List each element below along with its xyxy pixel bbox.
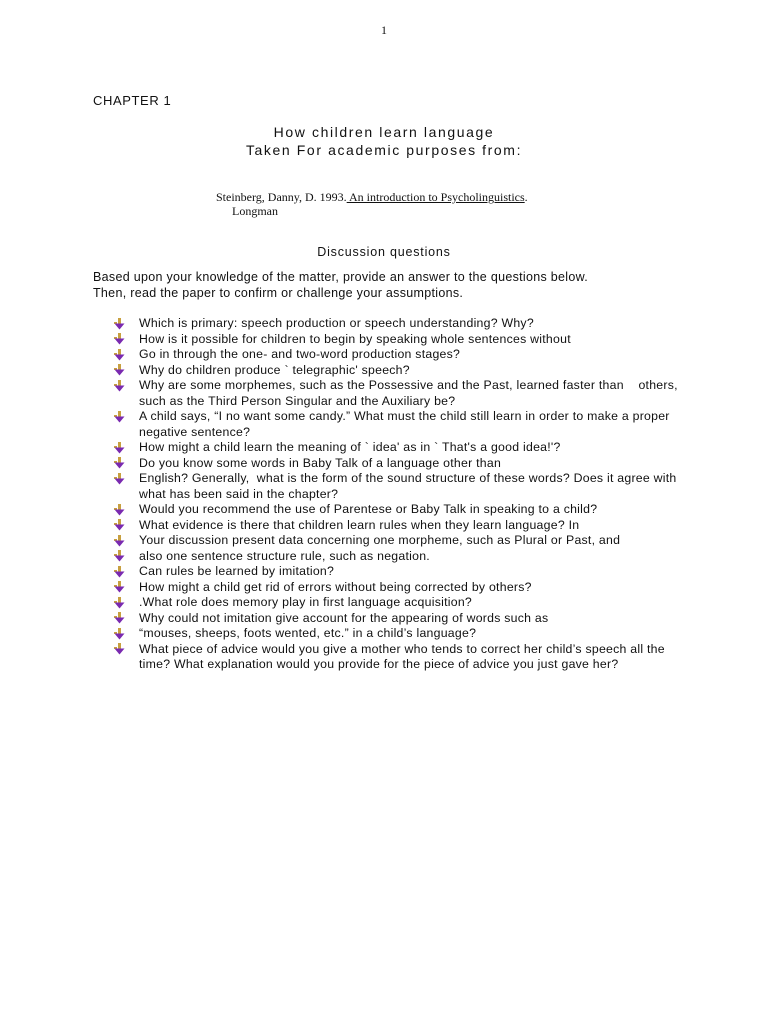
question-item — [114, 642, 694, 673]
citation-publisher: Longman — [232, 204, 278, 218]
question-text: What piece of advice would you give a mother who tends to correct her child’s speech all the time? What explanation would you provide for the piece of advice you just gave her? — [139, 641, 669, 671]
question-item — [114, 456, 694, 472]
arrow-down-icon — [114, 316, 139, 332]
section-heading: Discussion questions — [317, 245, 451, 259]
question-item — [114, 533, 694, 549]
question-text: A child says, “I no want some candy.” What must the child still learn in order to make a proper negative sentence? — [139, 409, 674, 439]
question-item — [114, 518, 694, 534]
arrow-down-icon — [114, 595, 139, 611]
question-item — [114, 564, 694, 580]
arrow-down-icon — [114, 642, 139, 658]
question-item — [114, 549, 694, 565]
arrow-down-icon — [114, 533, 139, 549]
arrow-down-icon — [114, 518, 139, 534]
question-text: .What role does memory play in first language acquisition? — [139, 595, 473, 609]
question-item — [114, 378, 694, 409]
question-text: also one sentence structure rule, such as negation. — [139, 548, 430, 563]
arrow-down-icon — [114, 456, 139, 472]
arrow-down-icon — [114, 378, 139, 394]
question-text: Your discussion present data concerning one morpheme, such as Plural or Past, and — [139, 533, 621, 547]
intro-line: Then, read the paper to confirm or challenge your assumptions. — [93, 286, 464, 300]
question-item — [114, 502, 694, 518]
question-text: “mouses, sheeps, foots wented, etc.” in a child’s language? — [139, 626, 477, 640]
question-item — [114, 363, 694, 379]
citation — [216, 190, 528, 218]
citation-authors-year: Steinberg, Danny, D. 1993. — [216, 190, 347, 204]
page-number: 1 — [381, 23, 387, 37]
arrow-down-icon — [114, 502, 139, 518]
question-text: English? Generally, what is the form of the sound structure of these words? Does it agree with what has been said in the chapter? — [139, 471, 681, 501]
citation-period: . — [524, 190, 528, 204]
question-text: How might a child learn the meaning of ` idea' as in ` That's a good idea!'? — [139, 440, 561, 454]
question-text: Why could not imitation give account for the appearing of words such as — [139, 610, 549, 625]
arrow-down-icon — [114, 626, 139, 642]
chapter-label: CHAPTER 1 — [93, 93, 172, 108]
arrow-down-icon — [114, 409, 139, 425]
question-text: Go in through the one- and two-word production stages? — [139, 347, 461, 361]
arrow-down-icon — [114, 580, 139, 596]
citation-book-title: An introduction to Psycholinguistics — [346, 190, 525, 204]
arrow-down-icon — [114, 471, 139, 487]
intro-paragraph — [93, 269, 693, 301]
question-item — [114, 440, 694, 456]
question-text: What evidence is there that children learn rules when they learn language? In — [139, 517, 580, 532]
question-text: Why are some morphemes, such as the Possessive and the Past, learned faster than others, such as the Third Person Singular and the Auxiliary be? — [139, 378, 682, 408]
question-text: Why do children produce ` telegraphic' speech? — [139, 362, 410, 377]
document-subtitle: Taken For academic purposes from: — [245, 142, 523, 158]
question-text: Would you recommend the use of Parentese or Baby Talk in speaking to a child? — [139, 502, 598, 516]
arrow-down-icon — [114, 549, 139, 565]
arrow-down-icon — [114, 440, 139, 456]
arrow-down-icon — [114, 332, 139, 348]
question-text: Which is primary: speech production or speech understanding? Why? — [139, 316, 534, 330]
question-item — [114, 611, 694, 627]
question-list — [114, 316, 694, 673]
arrow-down-icon — [114, 611, 139, 627]
intro-line: Based upon your knowledge of the matter, provide an answer to the questions below. — [93, 270, 589, 284]
question-text: Do you know some words in Baby Talk of a language other than — [139, 455, 502, 470]
question-item — [114, 332, 694, 348]
arrow-down-icon — [114, 564, 139, 580]
document-title: How children learn language — [273, 124, 495, 140]
question-text: Can rules be learned by imitation? — [139, 564, 335, 578]
arrow-down-icon — [114, 363, 139, 379]
question-item — [114, 595, 694, 611]
question-text: How might a child get rid of errors without being corrected by others? — [139, 579, 532, 594]
question-item — [114, 471, 694, 502]
question-item — [114, 316, 694, 332]
arrow-down-icon — [114, 347, 139, 363]
question-item — [114, 347, 694, 363]
question-item — [114, 409, 694, 440]
question-item — [114, 580, 694, 596]
question-item — [114, 626, 694, 642]
question-text: How is it possible for children to begin by speaking whole sentences without — [139, 331, 571, 346]
